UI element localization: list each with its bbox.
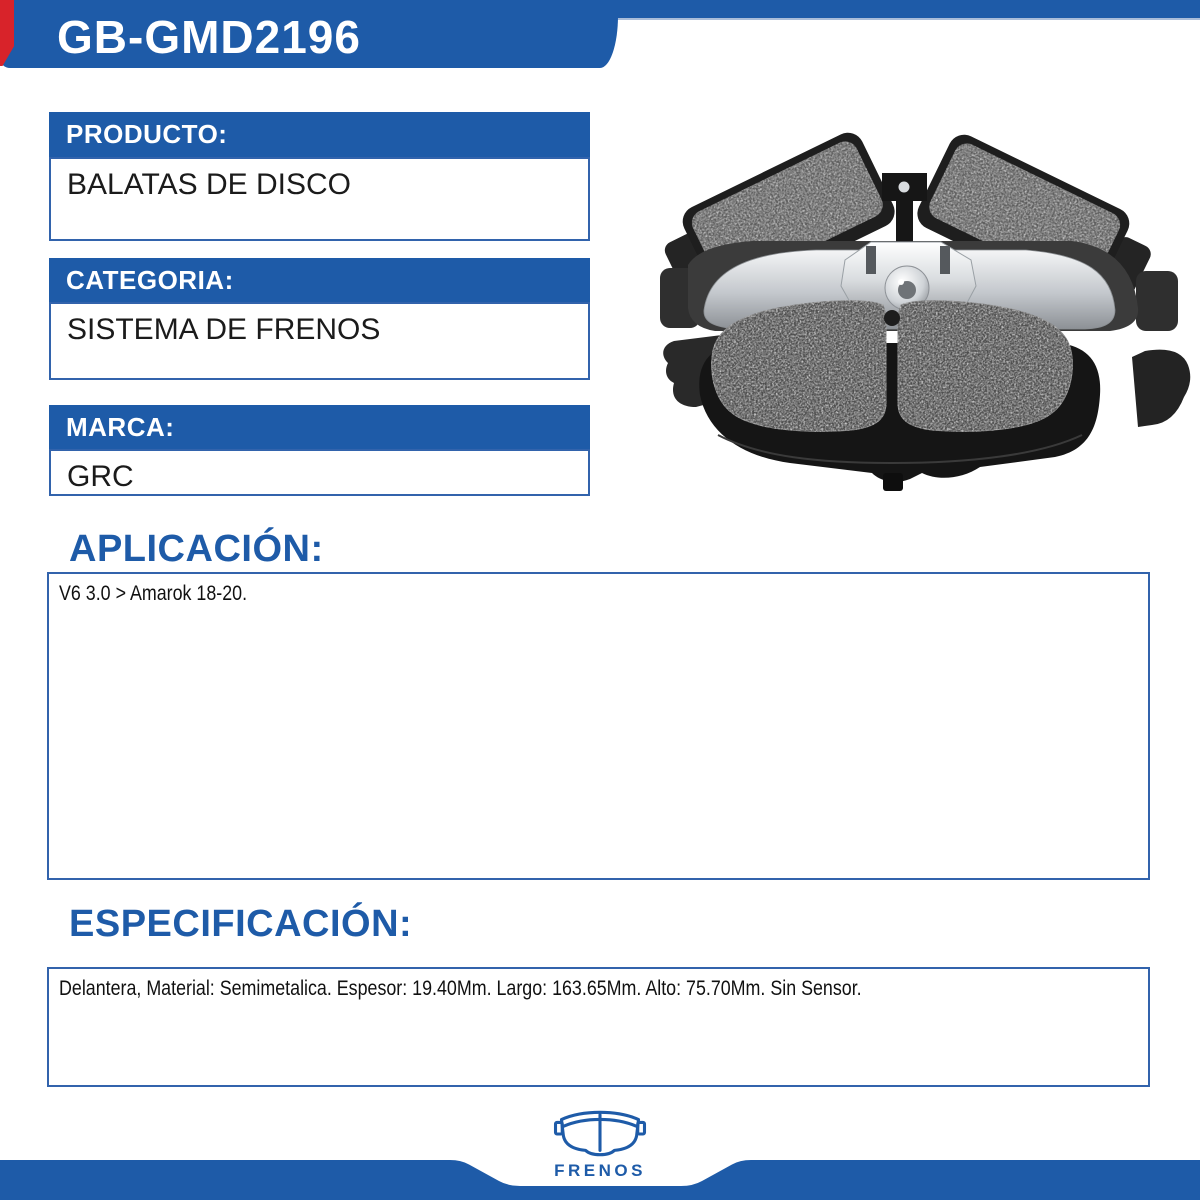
stem-hole bbox=[899, 182, 910, 193]
producto-label-bar bbox=[49, 112, 590, 157]
marca-value: GRC bbox=[67, 460, 134, 493]
front-pad-bottom-tab bbox=[883, 473, 903, 491]
categoria-label-bar bbox=[49, 258, 590, 302]
producto-value: BALATAS DE DISCO bbox=[67, 168, 351, 201]
marca-label: MARCA: bbox=[66, 411, 175, 442]
especificacion-box bbox=[47, 967, 1150, 1087]
part-number-title: GB-GMD2196 bbox=[57, 11, 361, 63]
categoria-value: SISTEMA DE FRENOS bbox=[67, 313, 381, 346]
especificacion-heading: ESPECIFICACIÓN: bbox=[69, 903, 413, 945]
aplicacion-heading: APLICACIÓN: bbox=[69, 528, 324, 570]
front-pad-right-ear bbox=[1132, 350, 1190, 427]
brake-pad-icon bbox=[552, 1108, 648, 1160]
marca-label-bar bbox=[49, 405, 590, 449]
marca-value-box bbox=[49, 449, 590, 496]
categoria-value-box bbox=[49, 302, 590, 380]
producto-value-box bbox=[49, 157, 590, 241]
footer-frenos-label: FRENOS bbox=[554, 1161, 646, 1180]
especificacion-text: Delantera, Material: Semimetalica. Espesor: 19.40Mm. Largo: 163.65Mm. Alto: 75.70Mm. Sin Sensor. bbox=[59, 977, 862, 1000]
categoria-label: CATEGORIA: bbox=[66, 264, 234, 295]
aplicacion-box bbox=[47, 572, 1150, 880]
producto-label: PRODUCTO: bbox=[66, 119, 228, 149]
product-photo bbox=[640, 105, 1200, 505]
aplicacion-text: V6 3.0 > Amarok 18-20. bbox=[59, 582, 248, 605]
groove-hole bbox=[884, 310, 900, 326]
plate-right-ear bbox=[1136, 271, 1178, 331]
